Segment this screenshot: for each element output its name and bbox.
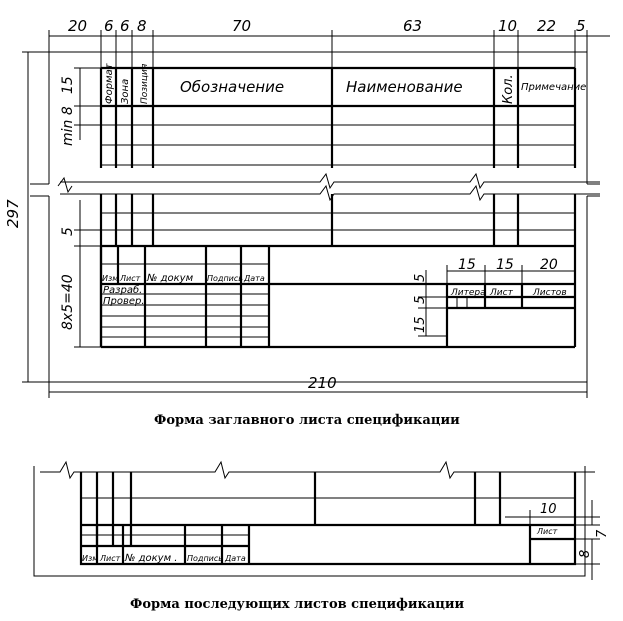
stamp-dim-5b: 5: [413, 295, 428, 304]
caption-title-sheet: Форма заглавного листа спецификации: [154, 413, 460, 428]
stamp-data: Дата: [244, 274, 265, 283]
second-ndokum: № докум .: [125, 553, 178, 564]
stamp-razrab: Разраб.: [103, 285, 143, 296]
second-list-box: Лист: [537, 527, 558, 536]
dim-63: 63: [403, 17, 423, 35]
dim-6b: 6: [120, 17, 130, 35]
stamp-list: Лист: [120, 274, 141, 283]
stamp-izm: Изм: [102, 274, 119, 283]
header-pozitsiya: Позиция: [140, 63, 150, 104]
stamp-dim-15c: 15: [413, 316, 428, 333]
dim-8: 8: [137, 17, 147, 35]
stamp-dim-15b: 15: [496, 257, 514, 273]
subsequent-sheet-form: [34, 462, 610, 580]
stamp-listov: Листов: [533, 288, 567, 298]
header-naimenovanie: Наименование: [346, 78, 463, 96]
dim-6a: 6: [104, 17, 114, 35]
top-dimension-labels: [68, 17, 586, 35]
second-list: Лист: [100, 554, 121, 563]
header-kol: Кол.: [501, 74, 516, 104]
dim-5: 5: [576, 17, 586, 35]
title-block: [102, 273, 567, 307]
header-primechanie: Примечание: [521, 82, 587, 93]
header-oboznachenie: Обозначение: [180, 78, 285, 96]
header-zona: Зона: [120, 78, 131, 104]
dim-5-left: 5: [60, 227, 76, 236]
dim-20: 20: [68, 17, 88, 35]
dim-15: 15: [60, 76, 76, 94]
stamp-prover: Провер.: [103, 296, 145, 307]
stamp-dim-5a: 5: [413, 273, 428, 282]
dim-min8: min 8: [60, 106, 76, 146]
second-dim-8: 8: [578, 549, 593, 558]
stamp-podpis: Подпись: [207, 274, 243, 283]
stamp-dim-20: 20: [540, 257, 558, 273]
stamp-list2: Лист: [490, 288, 513, 298]
second-data: Дата: [225, 554, 246, 563]
dim-10: 10: [498, 17, 518, 35]
dim-210: 210: [308, 374, 337, 392]
dim-22: 22: [537, 17, 557, 35]
header-format: Формат: [104, 63, 115, 104]
left-dimension-labels: [4, 76, 76, 330]
stamp-ndokum: № докум: [147, 273, 194, 284]
second-izm: Изм: [82, 554, 99, 563]
stamp-litera: Литера: [451, 288, 486, 298]
caption-subsequent-sheets: Форма последующих листов спецификации: [130, 597, 465, 612]
second-dim-7: 7: [595, 529, 610, 538]
second-dim-10: 10: [540, 502, 557, 517]
dim-70: 70: [232, 17, 252, 35]
title-sheet-form: [4, 17, 610, 398]
stamp-dim-15a: 15: [458, 257, 476, 273]
dim-297: 297: [4, 199, 22, 228]
second-podpis: Подпись: [187, 554, 223, 563]
dim-8x5: 8x5=40: [60, 274, 76, 330]
